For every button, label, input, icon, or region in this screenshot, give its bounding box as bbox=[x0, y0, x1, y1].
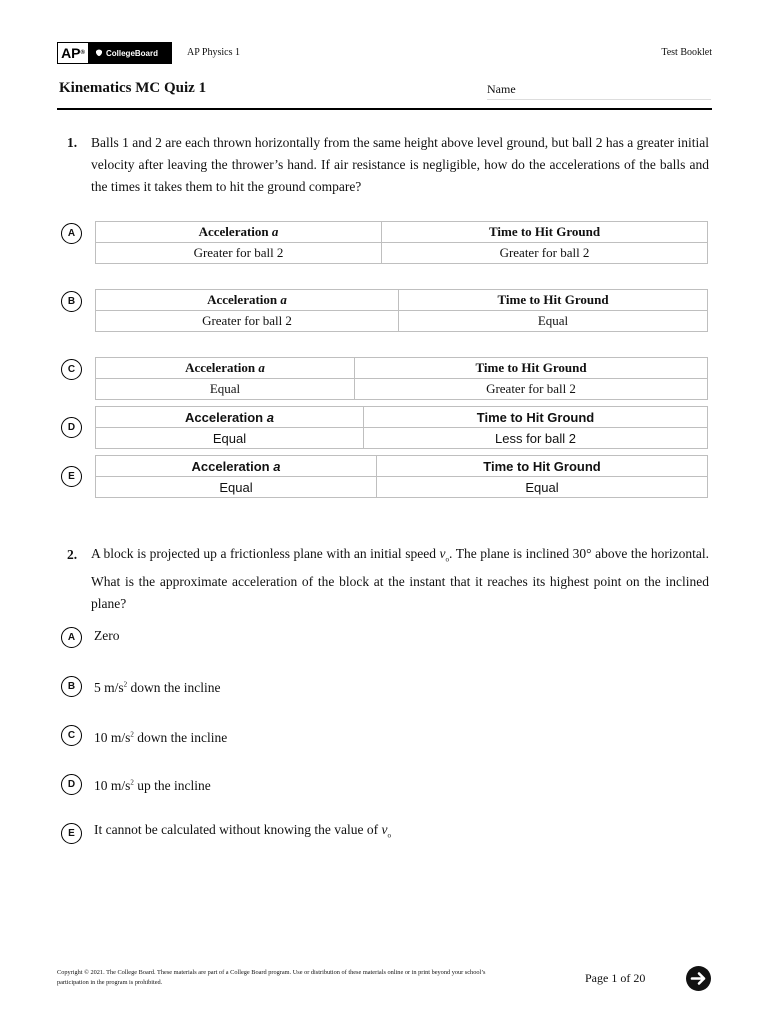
q2-option-b-text: 5 $m/s^2$ down the incline bbox=[94, 680, 221, 695]
q1-option-c-table bbox=[95, 357, 708, 400]
q1-option-e-table bbox=[95, 455, 708, 498]
accel-header: Acceleration a bbox=[96, 358, 355, 379]
q2-option-c-bubble[interactable]: C bbox=[61, 725, 82, 746]
q1-option-b-table bbox=[95, 289, 708, 332]
course-name: AP Physics 1 bbox=[187, 47, 240, 58]
q1-option-a-bubble[interactable]: A bbox=[61, 223, 82, 244]
time-header: Time to Hit Ground bbox=[382, 222, 708, 243]
question-2-number: 2. bbox=[67, 547, 78, 562]
q1-option-b-bubble[interactable]: B bbox=[61, 291, 82, 312]
q1-option-a-table bbox=[95, 221, 708, 264]
time-header: Time to Hit Ground bbox=[355, 358, 708, 379]
q2-option-e-text: It cannot be calculated without knowing the value of $v_o$ bbox=[94, 822, 392, 840]
acorn-icon bbox=[95, 49, 103, 58]
ap-mark: AP ® bbox=[57, 42, 89, 64]
accel-header: Acceleration a bbox=[96, 222, 382, 243]
header-divider bbox=[57, 108, 712, 110]
page-number: Page 1 of 20 bbox=[585, 971, 646, 985]
time-header: Time to Hit Ground bbox=[399, 290, 708, 311]
copyright-notice: Copyright © 2021. The College Board. These materials are part of a College Board program. Use or distribution of these materials online or in print beyond your school’s participation in the program is prohibited. bbox=[57, 969, 486, 986]
q2-option-a-text: Zero bbox=[94, 628, 120, 643]
accel-header: Acceleration a bbox=[96, 290, 399, 311]
time-cell: Less for ball 2 bbox=[364, 428, 708, 449]
accel-cell: Greater for ball 2 bbox=[96, 243, 382, 264]
next-page-button[interactable] bbox=[686, 966, 711, 991]
time-cell: Greater for ball 2 bbox=[355, 379, 708, 400]
q2-option-e-bubble[interactable]: E bbox=[61, 823, 82, 844]
q1-option-e-bubble[interactable]: E bbox=[61, 466, 82, 487]
question-1-text: Balls 1 and 2 are each thrown horizontally from the same height above level ground, but ball 2 has a greater initial velocity after leaving the thrower’s hand. If air resistance is negligible, how do the accelerations of the balls and the times it takes them to hit the ground compare? bbox=[91, 135, 709, 194]
question-2-text: A block is projected up a frictionless plane with an initial speed $v_o$. The plane is inclined 30° above the horizontal. What is the approximate acceleration of the block at the instant that it reaches its highest point on the inclined plane? bbox=[91, 546, 710, 611]
question-1-number: 1. bbox=[67, 135, 78, 150]
q2-option-c-text: 10 $m/s^2$ down the incline bbox=[94, 730, 228, 745]
q2-option-d-text: 10 $m/s^2$ up the incline bbox=[94, 778, 211, 793]
accel-header: Acceleration a bbox=[96, 456, 377, 477]
time-header: Time to Hit Ground bbox=[377, 456, 708, 477]
time-cell: Greater for ball 2 bbox=[382, 243, 708, 264]
name-label: Name bbox=[487, 82, 516, 96]
page-title: Kinematics MC Quiz 1 bbox=[59, 80, 207, 96]
q1-option-c-bubble[interactable]: C bbox=[61, 359, 82, 380]
q2-option-d-bubble[interactable]: D bbox=[61, 774, 82, 795]
q1-option-d-bubble[interactable]: D bbox=[61, 417, 82, 438]
accel-cell: Equal bbox=[96, 428, 364, 449]
time-cell: Equal bbox=[399, 311, 708, 332]
accel-cell: Greater for ball 2 bbox=[96, 311, 399, 332]
q1-option-d-table bbox=[95, 406, 708, 449]
accel-header: Acceleration a bbox=[96, 407, 364, 428]
accel-cell: Equal bbox=[96, 477, 377, 498]
time-header: Time to Hit Ground bbox=[364, 407, 708, 428]
time-cell: Equal bbox=[377, 477, 708, 498]
booklet-label: Test Booklet bbox=[661, 47, 712, 58]
college-board-wordmark: CollegeBoard bbox=[106, 48, 159, 58]
ap-college-board-logo bbox=[57, 42, 172, 64]
q2-option-b-bubble[interactable]: B bbox=[61, 676, 82, 697]
q2-option-a-bubble[interactable]: A bbox=[61, 627, 82, 648]
name-field[interactable] bbox=[487, 99, 711, 100]
accel-cell: Equal bbox=[96, 379, 355, 400]
arrow-right-circle-icon bbox=[686, 966, 711, 991]
